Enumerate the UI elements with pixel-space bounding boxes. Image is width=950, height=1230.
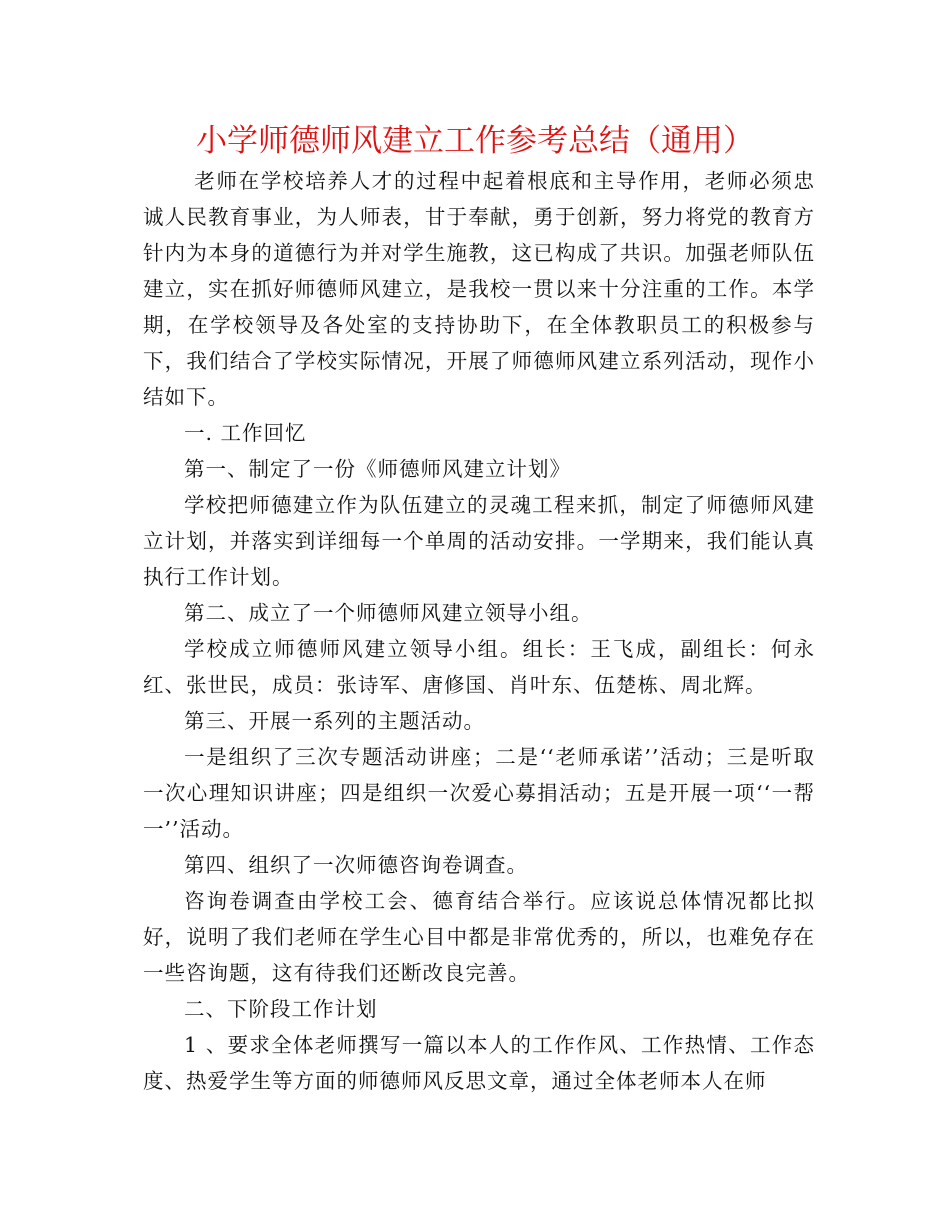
body-paragraph: 1 、要求全体老师撰写一篇以本人的工作作风、工作热情、工作态度、热爱学生等方面的师德师风反思文章，通过全体老师本人在师 (143, 1033, 815, 1093)
item-heading-survey: 第四、组织了一次师德咨询卷调查。 (184, 853, 528, 877)
body-paragraph: 咨询卷调查由学校工会、德育结合举行。应该说总体情况都比拟好，说明了我们老师在学生心目中都是非常优秀的，所以，也难免存在一些咨询题，这有待我们还断改良完善。 (143, 889, 815, 985)
item-heading-activities: 第三、开展一系列的主题活动。 (184, 709, 485, 733)
section-heading-next-plan: 二、下阶段工作计划 (184, 997, 378, 1021)
item-heading-group: 第二、成立了一个师德师风建立领导小组。 (184, 601, 593, 625)
document-title: 小学师德师风建立工作参考总结（通用） (196, 123, 754, 159)
item-heading-plan: 第一、制定了一份《师德师风建立计划》 (184, 457, 571, 481)
document-body (143, 163, 815, 1099)
section-heading-review: 一. 工作回忆 (184, 421, 307, 445)
body-paragraph: 学校把师德建立作为队伍建立的灵魂工程来抓，制定了师德师风建立计划，并落实到详细每一个单周的活动安排。一学期来，我们能认真执行工作计划。 (143, 493, 815, 589)
body-paragraph: 一是组织了三次专题活动讲座；二是‘‘老师承诺’’活动；三是听取一次心理知识讲座；四是组织一次爱心募捐活动；五是开展一项‘‘一帮一’’活动。 (143, 745, 815, 841)
body-paragraph: 学校成立师德师风建立领导小组。组长：王飞成，副组长：何永红、张世民，成员：张诗军、唐修国、肖叶东、伍楚栋、周北辉。 (143, 637, 815, 697)
intro-paragraph: 老师在学校培养人才的过程中起着根底和主导作用，老师必须忠诚人民教育事业，为人师表，甘于奉献，勇于创新，努力将党的教育方针内为本身的道德行为并对学生施教，这已构成了共识。加强老师队伍建立，实在抓好师德师风建立，是我校一贯以来十分注重的工作。本学期，在学校领导及各处室的支持协助下，在全体教职员工的积极参与下，我们结合了学校实际情况，开展了师德师风建立系列活动，现作小结如下。 (143, 169, 815, 409)
